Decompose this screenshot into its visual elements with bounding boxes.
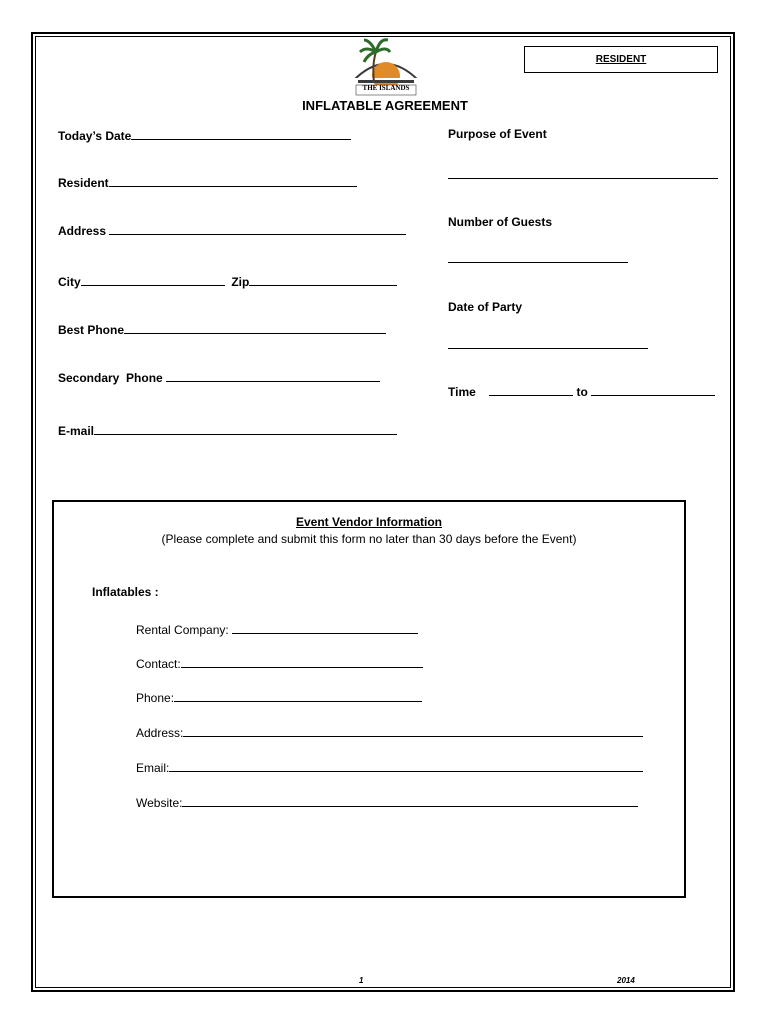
date-of-party-line[interactable] bbox=[448, 336, 648, 349]
city-label: City bbox=[58, 275, 81, 289]
rental-company-label: Rental Company: bbox=[136, 623, 229, 637]
address-label: Address bbox=[58, 224, 107, 238]
secondary-phone-label: Secondary Phone bbox=[58, 371, 163, 385]
inflatables-label: Inflatables : bbox=[92, 585, 159, 599]
guests-label: Number of Guests bbox=[448, 215, 553, 229]
vendor-title: Event Vendor Information bbox=[295, 515, 442, 529]
city-zip-field[interactable] bbox=[58, 273, 397, 289]
contact-field[interactable] bbox=[136, 655, 423, 671]
date-of-party-label: Date of Party bbox=[448, 300, 523, 314]
todays-date-field[interactable] bbox=[58, 127, 351, 143]
footer-year: 2014 bbox=[617, 976, 635, 985]
logo-text: THE ISLANDS bbox=[362, 84, 410, 92]
time-field[interactable] bbox=[448, 383, 715, 399]
to-label: to bbox=[576, 385, 588, 399]
purpose-line[interactable] bbox=[448, 166, 718, 179]
phone-label: Phone: bbox=[136, 691, 175, 705]
secondary-phone-field[interactable] bbox=[58, 369, 380, 385]
email-label: E-mail bbox=[58, 424, 95, 438]
resident-field[interactable] bbox=[58, 174, 357, 190]
todays-date-label: Today’s Date bbox=[58, 129, 132, 143]
zip-label: Zip bbox=[231, 275, 250, 289]
islands-logo bbox=[350, 36, 422, 98]
vendor-address-label: Address: bbox=[136, 726, 184, 740]
contact-label: Contact: bbox=[136, 657, 181, 671]
email-field[interactable] bbox=[58, 422, 397, 438]
vendor-address-field[interactable] bbox=[136, 724, 643, 740]
vendor-email-label: Email: bbox=[136, 761, 170, 775]
vendor-email-field[interactable] bbox=[136, 759, 643, 775]
phone-field[interactable] bbox=[136, 689, 422, 705]
address-field[interactable] bbox=[58, 222, 406, 238]
resident-label: Resident bbox=[58, 176, 109, 190]
best-phone-field[interactable] bbox=[58, 321, 386, 337]
resident-tag: RESIDENT bbox=[524, 46, 718, 73]
page-title: INFLATABLE AGREEMENT bbox=[302, 98, 468, 113]
purpose-label: Purpose of Event bbox=[448, 127, 547, 141]
guests-line[interactable] bbox=[448, 250, 628, 263]
vendor-note: (Please complete and submit this form no later than 30 days before the Event) bbox=[161, 532, 577, 546]
time-label: Time bbox=[448, 385, 476, 399]
page-number: 1 bbox=[359, 976, 364, 985]
website-field[interactable] bbox=[136, 794, 638, 810]
website-label: Website: bbox=[136, 796, 183, 810]
best-phone-label: Best Phone bbox=[58, 323, 125, 337]
rental-company-field[interactable] bbox=[136, 621, 418, 637]
vendor-info-box bbox=[52, 500, 686, 898]
